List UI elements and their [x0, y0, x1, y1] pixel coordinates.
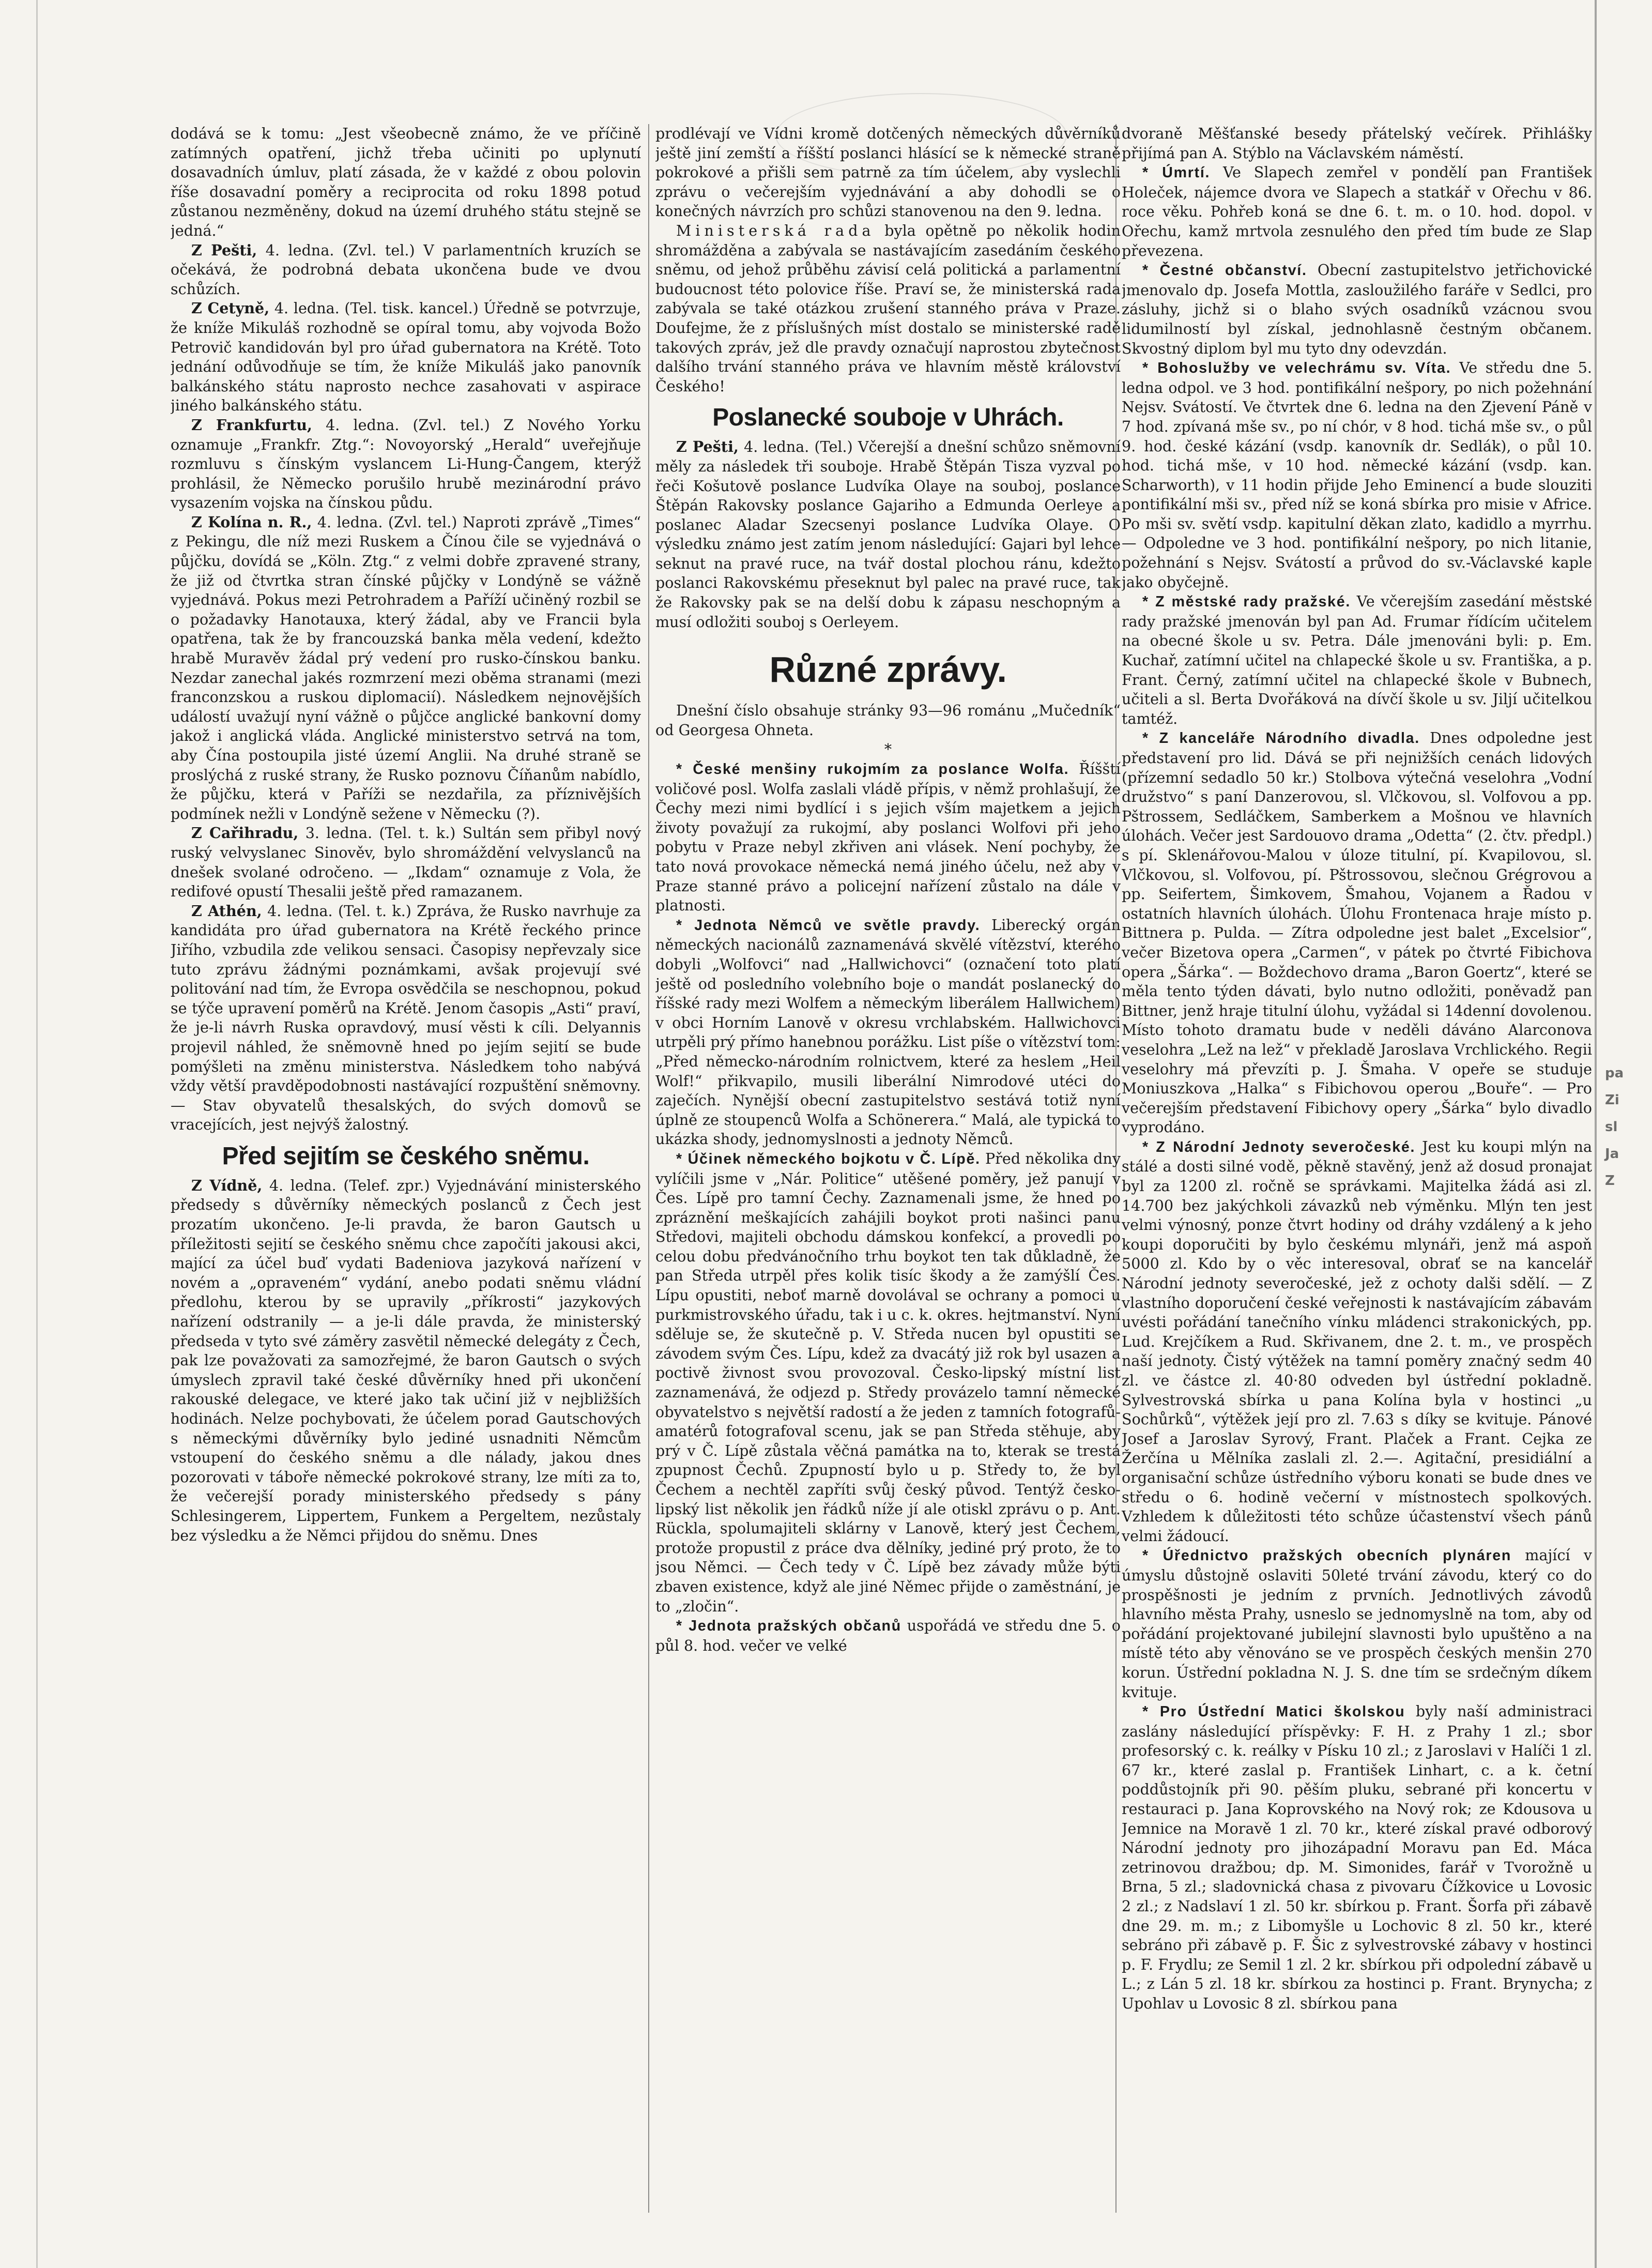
col2-paragraph-jednota-nemcu [655, 916, 1121, 1149]
col1-dateline-frankfurt: Z Frankfurtu, [191, 416, 312, 434]
col1-text-carihrad: 3. ledna. (Tel. t. k.) Sultán sem přibyl nový ruský velvyslanec Sinověv, bylo shromáždění velvyslanců na dnešek svolané odročeno. — „Ikdam“ oznamuje z Vola, že redifové opustí Thesalii ještě před ramazanem. [171, 824, 641, 901]
col1-paragraph-viden [171, 1176, 641, 1545]
col3-text-umrti: Ve Slapech zemřel v pondělí pan František Holeček, nájemce dvora ve Slapech a statkář v Ořechu v 86. roce věku. Pohřeb koná se dne 6. t. m. o 10. hod. dopol. v Ořechu, kamž mrtvola zesnulého den před tím bude ze Slap převezena. [1122, 163, 1592, 260]
col3-paragraph-plynarny [1122, 1546, 1592, 1702]
col3-lead-mestska-rada: * Z městské rady pražské. [1142, 593, 1351, 611]
col2-text-jednota-nemcu: Liberecký orgán německých nacionálů zaznamenává skvělé vítězství, kterého dobyli „Wolfovci“ nad „Hallwichovci“ (označení toto platí ještě od posledního volebního boje o mandát poslanecký do říšské rady mezi Wolfem a německým liberálem Hallwichem) v obci Horním Lanově v okresu vrchlabském. Hallwichovci utrpěli prý přímo hanebnou porážku. List píše o vítězství tom: „Před německo-národním rolnictvem, které za heslem „Heil Wolf!“ přikvapilo, musili liberální Nimrodové utéci do zaječích. Nynější obecní zastupitelstvo sestává totiž nyní úplně ze stoupenců Wolfa a Schönerera.“ Malá, ale typická to ukázka shody, jednomyslnosti a jednoty Němců. [655, 916, 1121, 1148]
col2-text-ministerska-rada: byla opětně po několik hodin shromážděna a zabývala se nastávajícím zasedáním českého sněmu, od jehož průběhu závisí celá politická a parlamentní budoucnost této polovice říše. Praví se, že ministerská rada zabývala se také otázkou zrušení stanného práva v Praze. Doufejme, že z příslušných míst dostalo se ministerské radě takových zpráv, jež dle pravdy označují naprostou zbytečnost dalšího trvání stanného práva ve hlavním městě království Českého! [655, 221, 1121, 395]
col3-paragraph-1: dvoraně Měšťanské besedy přátelský večírek. Přihlášky přijímá pan A. Stýblo na Václavském náměstí. [1122, 125, 1592, 162]
col3-paragraph-jednota-severoceska [1122, 1137, 1592, 1546]
col1-text-frankfurt: 4. ledna. (Zvl. tel.) Z Nového Yorku oznamuje „Frankfr. Ztg.“: Novoyorský „Herald“ uveřejňuje rozmluvu s čínským vyslancem Li-Hung-Čangem, kterýž prohlásil, že Německo porušilo hrubě mezinárodní právo vysazením vojska na čínskou půdu. [171, 416, 641, 512]
edge-fragment-5: Z [1605, 1173, 1615, 1189]
col2-paragraph-bojkot [655, 1149, 1121, 1616]
col1-paragraph-1: dodává se k tomu: „Jest všeobecně známo, že ve příčině zatímných opatření, jichž třeba učiniti po uplynutí dosavadních úmluv, platí zásada, že v každé z obou polovin říše dosavadní poměry a reciprocita od roku 1898 potud zůstanou nezměněny, dokud na území druhého státu stejně se jedná.“ [171, 125, 641, 239]
col3-text-divadlo: Dnes odpoledne jest představení pro lid. Dává se při nejnižších cenách lidových (přízemní sedadlo 50 kr.) Stolbova výtečná veselohra „Vodní družstvo“ s paní Danzerovou, sl. Vlčkovou, sl. Volfovou a pp. Pštrossem, Sedláčkem, Samberkem a Mošnou ve hlavních úlohách. Večer jest Sardouovo drama „Odetta“ (2. čtv. předpl.) s pí. Sklenářovou-Malou v úloze titulní, pí. Kvapilovou, sl. Vlčkovou, sl. Volfovou, pí. Pštrossovou, slečnou Grégrovou a pp. Seifertem, Šimkovem, Šmahou, Vojanem a Řadou v ostatních hlavních úlohách. Úlohu Frontenaca hraje místo p. Bittnera p. Pulda. — Zítra odpoledne jest balet „Excelsior“, večer Bizetova opera „Carmen“, v pátek po čtvrté Fibichova opera „Šárka“. — Boždechovo drama „Baron Goertz“, které se měla tento týden dávati, bylo nutno odložiti, poněvadž pan Bittner, jenž hraje titulní úlohu, vyžádal si 14denní dovolenou. Místo tohoto dramatu bude v neděli dáváno Alarconova veselohra „Lež na lež“ v překladě Jaroslava Vrchlického. Regii veselohry má převzíti p. J. Šmaha. V opeře se studuje Moniuszkova „Halka“ s Fibichovou operou „Bouře“. — Pro večerejším představení Fibichovy opery „Šárka“ bylo divadlo vyprodáno. [1122, 729, 1592, 1136]
col2-lead-jednota-obcanu: * Jednota pražských občanů [676, 1618, 901, 1635]
col1-text-pest: 4. ledna. (Zvl. tel.) V parlamentních kruzích se očekává, že podrobná debata ukončena bude ve dvou schůzích. [171, 241, 641, 298]
col2-lead-ceske-mensiny: * České menšiny rukojmím za poslance Wolfa. [676, 761, 1069, 778]
edge-fragment-4: Ja [1605, 1146, 1619, 1162]
col1-text-viden: 4. ledna. (Telef. zpr.) Vyjednávání ministerského předsedy s důvěrníky německých poslanců z Čech jest prozatím ukončeno. Je-li pravda, že baron Gautsch u příležitosti sejití se českého sněmu chce započíti jakousi akci, mající za účel buď vydati Badeniova jazyková nařízení v novém a „opraveném“ vydání, anebo podati sněmu vládní předlohu, kterou by se upravily „příkrosti“ jazykových nařízení odstranily — a je-li dále pravda, že ministerský předseda v tyto své záměry zasvětil německé delegáty z Čech, pak lze považovati za samozřejmé, že baron Gautsch o svých úmyslech zpravil také české důvěrníky hned při ukončení rakouské delegace, ve které jako tak učiní již v nejbližších hodinách. Nelze pochybovati, že účelem porad Gautschových s německými důvěrníky bylo jediné usnadniti Němcům vstoupení do českého sněmu a dle nálady, jakou dnes pozorovati v táboře německé pokrokové strany, lze míti za to, že večerejší porady ministerského předsedy s pány Schlesingerem, Lippertem, Funkem a Pergeltem, nezůstaly bez výsledku a že Němci přijdou do sněmu. Dnes [171, 1176, 641, 1544]
col2-lead-bojkot: * Účinek německého bojkotu v Č. Lípě. [676, 1150, 981, 1167]
col2-paragraph-ministerska-rada [655, 221, 1121, 396]
column-3 [1122, 124, 1592, 2223]
col2-text-pest: 4. ledna. (Tel.) Včerejší a dnešní schůzo sněmovní měly za následek tři souboje. Hrabě Štěpán Tisza vyzval po řeči Košutově poslance Ludvíka Olaye na souboj, poslance Štěpán Rakovsky poslance Gajariho a Edmunda Oerleye a poslanec Aladar Szecsenyi poslance Ludvíka Olaye. O výsledku známo jest zatím jenom následující: Gajari byl lehce seknut na pravé ruce, na tvář dostal plochou ránu, kdežto poslanci Rakovskému přeseknut byl palec na pravé ruce, tak že Rakovsky pak se na delší dobu k zápasu neschopným a musí odložiti souboj s Oerleyem. [655, 438, 1121, 631]
col2-paragraph-1: prodlévají ve Vídni kromě dotčených německých důvěrníků ještě jiní zemští a říšští poslanci hlásící se k německé straně pokrokové a přišli sem patrně za tím účelem, aby vyslechli zprávu o večerejším vyjednávání a aby dohodli se o konečných návrzích pro schůzi stanovenou na den 9. ledna. [655, 125, 1121, 220]
column-1 [171, 124, 641, 2223]
col2-text-ceske-mensiny: Říšští voličové posl. Wolfa zaslali vládě přípis, v němž prohlašují, že Čechy mezi nimi bydlící i s jejich vším majetkem a jejich životy považují za rukojmí, aby poslanci Wolfovi při jeho pobytu v Praze nebyl zkřiven ani vlásek. Není pochyby, že tato nová provokace německá nemá jiného účelu, než aby v Praze stanné právo a policejní nařízení zůstalo na dále v platnosti. [655, 760, 1121, 915]
col2-lead-jednota-nemcu: * Jednota Němců ve světle pravdy. [676, 917, 981, 934]
edge-fragment-3: sl [1605, 1119, 1618, 1135]
col1-dateline-cetyne: Z Cetyně, [191, 299, 270, 317]
col2-lead-ministerska-rada: Ministerská rada [676, 221, 875, 239]
col1-paragraph-pest [171, 241, 641, 299]
col3-paragraph-mestska-rada [1122, 592, 1592, 728]
col3-paragraph-matice [1122, 1702, 1592, 2014]
col2-text-jednota-obcanu: uspořádá ve středu dne 5. o půl 8. hod. večer ve velké [655, 1617, 1121, 1654]
col3-text-jednota-severoceska: Jest ku koupi mlýn na stálé a dosti silné vodě, pěkně stavěný, jenž až dosud pronajat byl za 1200 zl. ročně se správkami. Majitelka žádá asi zl. 14.700 bez jakýchkoli závazků neb výměnku. Mlýn ten jest velmi výnosný, ponze čtvrt hodiny od dráhy vzdálený a k jeho koupi doporučiti by bylo českému mlynáři, jenž má aspoň 5000 zl. Kdo by o věc interesoval, obrať se na kancelář Národní jednoty severočeské, jež z ochoty dalši sdělí. — Z vlastního doporučení české veřejnosti k nastávajícím zábavám uvésti pořádání tanečního vínku mládenci strakonických, pp. Lud. Krejčíkem a Rud. Skřivanem, dne 2. t. m., ve prospěch naší jednoty. Čistý výtěžek na tamní poměry značný sedm 40 zl. ve částce zl. 40·80 odveden byl ústřední pokladně. Sylvestrovská sbírka u pana Kolína byla v hostinci „u Sochůrků“, výtěžek její pro zl. 7.63 s díky se kvituje. Pánové Josef a Jaroslav Syrový, Frant. Plaček a Frant. Cejka ze Žerčína u Mělníka zaslali zl. 2.—. Agitační, presidiální a organisační schůze ústředního výboru konati se bude dnes ve středu o 6. hodině večerní v místnostech spolkových. Vzhledem k důležitosti této schůze účastenství všech pánů velmi žádoucí. [1122, 1137, 1592, 1545]
col3-lead-umrti: * Úmrtí. [1142, 164, 1211, 181]
col3-text-matice: byly naší administraci zaslány následující příspěvky: F. H. z Prahy 1 zl.; sbor profesorský c. k. reálky v Písku 10 zl.; z Jaroslavi v Halíči 1 zl. 67 kr., které zaslal p. František Linhart, c. a k. četní poddůstojník při 90. pěším pluku, sebrané při koncertu v restauraci p. Jana Koprovského na Nový rok; ze Kdousova u Jemnice na Moravě 1 zl. 70 kr., které získal pravé odborový Národní jednoty pro jihozápadní Moravu pan Ed. Máca zetrinovou dražbou; dp. M. Simonides, farář v Tvorožně u Brna, 5 zl.; sladovnická chasa z pivovaru Čížkovice u Lovosic 2 zl.; z Nadslaví 1 zl. 50 kr. sbírkou p. Frant. Šorfa při zábavě dne 29. m. m.; z Libomyšle u Lochovic 8 zl. 50 kr., které sebráno při zábavě p. F. Šic z sylvestrovské zábavy v hostinci p. F. Frydlu; ze Semil 1 zl. 2 kr. sbírkou při odpolední zábavě u L.; z Lán 5 zl. 18 kr. sbírkou za hostinci p. Frant. Brynycha; z Upohlav u Lovosic 8 zl. sbírkou pana [1122, 1702, 1592, 2012]
column-2 [655, 124, 1121, 2223]
col2-paragraph-pest [655, 437, 1121, 632]
col3-lead-obcanstvi: * Čestné občanství. [1142, 262, 1307, 279]
col1-paragraph-cetyne [171, 299, 641, 416]
col1-text-athen: 4. ledna. (Tel. t. k.) Zpráva, že Rusko navrhuje za kandidáta pro úřad gubernatora na Krétě řeckého prince Jiřího, vzbudila zde velikou sensaci. Časopisy nepřevzaly sice tuto zprávu žádnými poznámkami, avšak projevují své politování nad tím, že Evropa osvědčila se neschopnou, pokud se týče upravení poměrů na Krétě. Jenom časopis „Asti“ praví, že je-li návrh Ruska opravdový, musí věsti k cíli. Delyannis projevil náhled, že sněmovně hned po jejím sejití se bude pomýšleti na změnu ministerstva. Následkem toho nabývá vždy větší pravděpodobnosti nastávající rozpuštění sněmovny. — Stav obyvatelů thesalských, do svých domovů se vracejících, jest nejvýš žalostný. [171, 902, 641, 1134]
column-divider-1 [648, 124, 649, 2213]
col3-paragraph-obcanstvi [1122, 261, 1592, 358]
edge-fragment-2: Zi [1605, 1092, 1619, 1108]
col2-dateline-pest: Z Pešti, [676, 438, 739, 456]
col3-text-mestska-rada: Ve včerejším zasedání městské rady pražské jmenován byl pan Ad. Frumar řídícím učitelem na obecné škole u sv. Petra. Dále jmenováni byli: p. Em. Kuchař, zatímní učitel na chlapecké škole u sv. Františka, a p. Frant. Černý, zatímní učitel na chlapecké škole v Bubnech, učiteli a sl. Berta Dvořáková na dívčí škole u sv. Jiljí učitelkou tamtéž. [1122, 592, 1592, 727]
col1-paragraph-athen [171, 902, 641, 1135]
col3-paragraph-umrti [1122, 163, 1592, 261]
col2-paragraph-roman: Dnešní číslo obsahuje stránky 93—96 románu „Mučedník“ od Georgesa Ohneta. [655, 702, 1121, 739]
col1-dateline-kolin: Z Kolína n. R., [191, 513, 312, 531]
col2-heading-souboje: Poslanecké souboje v Uhrách. [712, 404, 1064, 432]
col1-text-kolin: 4. ledna. (Zvl. tel.) Naproti zprávě „Times“ z Pekingu, dle níž mezi Ruskem a Čínou čile se vyjednává o půjčku, dovídá se „Köln. Ztg.“ z velmi dobře zpravené strany, že již od čtvrtka stran čínské půjčky v Londýně se vážně vyjednává. Pokus mezi Petrohradem a Paříží učiněný rozbil se o požadavky Hanotauxa, který žádal, aby ve Francii byla opatřena, tak že by francouzská banka měla vedení, kdežto hrabě Muravěv žádal prý vedení pro rusko-čínskou banku. Nezdar zanechal jakés rozmrzení mezi oběma stranami (mezi franconzskou a ruskou diplomacií). Následkem nejnovějších událostí uvažují nyní vážně o půjčce anglické bankovní domy jakož i anglická vláda. Anglické ministerstvo setrvá na tom, aby Čína postoupila jisté území Anglii. Na druhé straně se proslýchá z ruské strany, že Rusko poznovu Číňanům nabídlo, že půjčku, která v Paříži se nezdařila, za příznivějších podmínek nežli v Londýně sežene v Německu (?). [171, 513, 641, 823]
col1-paragraph-kolin [171, 513, 641, 824]
col3-text-obcanstvi: Obecní zastupitelstvo jetřichovické jmenovalo dp. Josefa Mottla, zasloužilého faráře v Sedlci, pro zásluhy, jichž si o blaho svých osadníků vzácnou svou lidumilností byl získal, jednohlasně čestným občanem. Skvostný diplom byl mu tyto dny odevzdán. [1122, 261, 1592, 357]
edge-fragment-1: pa [1605, 1065, 1624, 1081]
col3-lead-jednota-severoceska: * Z Národní Jednoty severočeské. [1142, 1138, 1416, 1155]
col3-text-plynarny: mající v úmyslu důstojně oslaviti 50leté trvání závodu, který co do prospěšnosti je jedním z prvních. Jednotlivých závodů hlavního města Prahy, usneslo se jednomyslně na tom, aby od pořádání projektované jubilejní slavnosti bylo upuštěno a na místě této aby věnováno se ve prospěch českých menšin 270 korun. Ústřední pokladna N. J. S. dne tím se srdečným díkem kvituje. [1122, 1546, 1592, 1701]
col2-text-bojkot: Před několika dny vylíčili jsme v „Nár. Politice“ utěšené poměry, jež panují v Čes. Lípě pro tamní Čechy. Zaznamenali jsme, že hned po zpráznění meškajících zahájili boykot proti našinci panu Středovi, majiteli obchodu dámskou konfekcí, a provedli po celou dobu předvánočního trhu boykot ten tak důkladně, že pan Středa utrpěl přes kolik tisíc škody a že zamýšlí Čes. Lípu opustiti, neboť marně dovolával se ochrany a pomoci u purkmistrovského úřadu, tak i u c. k. okres. hejtmanství. Nyní sděluje se, že skutečně p. V. Středa nucen byl opustiti se závodem svým Čes. Lípu, kdež za dvacátý již rok byl usazen a poctivě živnost svou provozoval. Česko-lipský místní list zaznamenává, že odjezd p. Středy provázelo tamní německé obyvatelstvo s největší radostí a že jeden z tamních fotografů-amatérů fotografoval scenu, jak se pan Středa stěhuje, aby prý v Č. Lípě zůstala věčná památka na to, kterak se trestá zpupnost Čechů. Zpupností bylo u p. Středy to, že byl Čechem a nechtěl zapříti svůj český původ. Tentýž česko-lipský list několik jen řádků níže jí ale otiskl zprávu o p. Ant. Rückla, spolumajiteli sklárny v Lanově, který jest Čechem, protože propustil z práce dva dělníky, jediné prý proto, že to jsou Němci. — Čech tedy v Č. Lípě bez závady může býti zbaven existence, když ale jiné Němec přijde o zaměstnání, je to „zločin“. [655, 1149, 1121, 1615]
right-page-edge [1595, 0, 1597, 2268]
col3-lead-bohosluzby: * Bohoslužby ve velechrámu sv. Víta. [1142, 360, 1451, 377]
left-binding-edge [36, 0, 38, 2268]
col1-dateline-pest: Z Pešti, [191, 241, 257, 259]
col1-text-cetyne: 4. ledna. (Tel. tisk. kancel.) Úředně se potvrzuje, že kníže Mikuláš rozhodně se opíral tomu, aby vojvoda Božo Petrovič kandidován byl pro úřad gubernatora na Krétě. Toto jednání odůvodňuje se tím, že kníže Mikuláš jako panovník balkánského státu naprosto nechce zasahovati v aspirace jiného balkánského státu. [171, 299, 641, 415]
col2-heading-ruzne-zpravy: Různé zprávy. [769, 649, 1007, 690]
col2-star-divider: * [884, 740, 892, 758]
col2-paragraph-jednota-obcanu [655, 1616, 1121, 1655]
col2-paragraph-ceske-mensiny [655, 759, 1121, 916]
col3-paragraph-bohosluzby [1122, 358, 1592, 592]
col3-lead-plynarny: * Úřednictvo pražských obecních plynáren [1142, 1547, 1512, 1564]
col3-paragraph-divadlo [1122, 728, 1592, 1137]
adjacent-page-edge-text [1605, 1060, 1646, 1194]
col1-paragraph-carihrad [171, 824, 641, 901]
col1-paragraph-frankfurt [171, 416, 641, 513]
col1-dateline-athen: Z Athén, [191, 902, 262, 920]
col3-lead-matice: * Pro Ústřední Matici školskou [1142, 1703, 1405, 1721]
col1-dateline-carihrad: Z Cařihradu, [191, 824, 299, 842]
col3-text-bohosluzby: Ve středu dne 5. ledna odpol. ve 3 hod. pontifikální nešpory, po nich požehnání Nejsv. Svátostí. Ve čtvrtek dne 6. ledna na den Zjevení Páně v 7 hod. zpívaná mše sv., po ní chór, v 8 hod. tichá mše sv., o půl 9. hod. české kázání (vsdp. kanovník dr. Sedlák), o půl 10. hod. tichá mše, v 10 hod. německé kázání (vsdp. kan. Scharworth), v 11 hodin přijde Jeho Eminencí a bude slouziti pontifikální mši sv., před níž se koná sbírka pro misie v Africe. Po mši sv. světí vsdp. kapitulní děkan zlato, kadidlo a myrrhu. — Odpoledne ve 3 hod. pontifikální nešpory, po nich litanie, požehnání s Nejsv. Svátostí a průvod do sv.-Václavské kaple jako obyčejně. [1122, 359, 1592, 591]
col3-lead-divadlo: * Z kanceláře Národního divadla. [1142, 730, 1420, 747]
col1-heading-snem: Před sejitím se českého sněmu. [222, 1142, 590, 1170]
col1-dateline-viden: Z Vídně, [191, 1176, 263, 1194]
